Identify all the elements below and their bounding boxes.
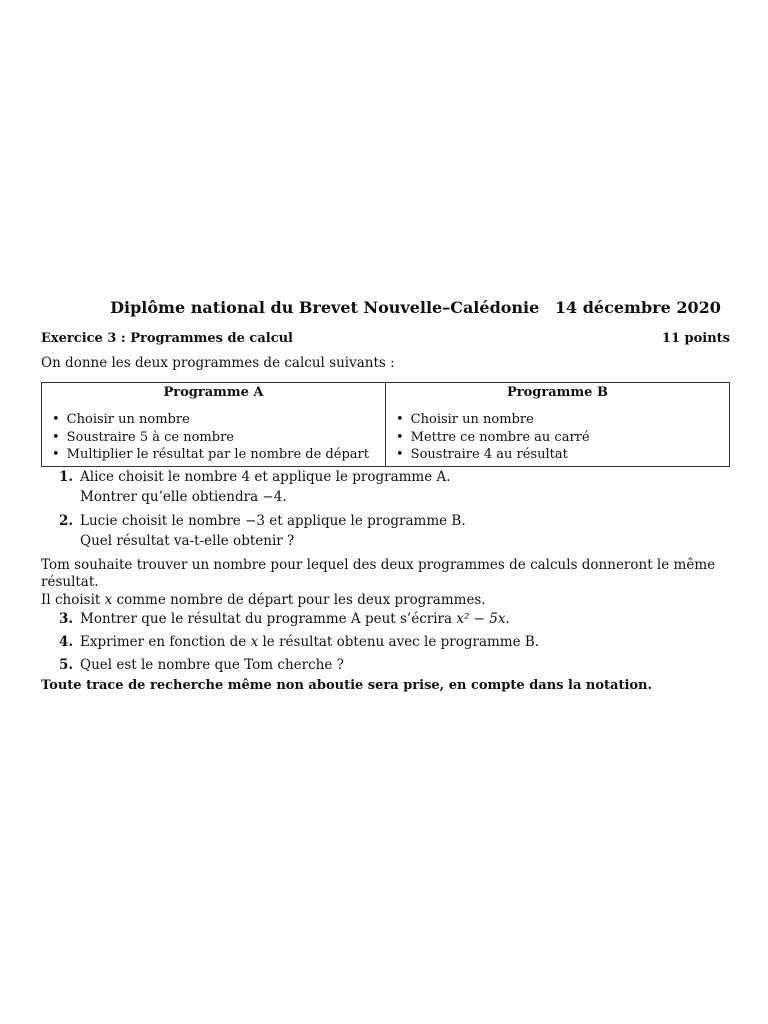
exercise-points: 11 points [661, 331, 730, 346]
title-exam: Diplôme national du Brevet Nouvelle–Calédonie [110, 298, 540, 317]
question-number: 1. [59, 468, 74, 485]
math-variable: x [104, 591, 113, 608]
questions-part2 [41, 609, 730, 675]
programs-table [41, 382, 730, 467]
question-text: Exprimer en fonction de [80, 634, 251, 650]
math-variable: x [250, 634, 259, 650]
question-text: Quel est le nombre que Tom cherche ? [80, 657, 344, 673]
exercise-intro: On donne les deux programmes de calcul suivants : [41, 355, 395, 371]
program-a-steps [42, 411, 386, 466]
program-a-step: • Soustraire 5 à ce nombre [52, 429, 385, 447]
program-b-header: Programme B [386, 383, 730, 412]
grading-note: Toute trace de recherche même non aboutie sera prise, en compte dans la notation. [41, 678, 653, 693]
program-a-step: • Multiplier le résultat par le nombre de départ [52, 446, 385, 464]
program-b-step: • Mettre ce nombre au carré [396, 429, 729, 447]
question-item: 3. Montrer que le résultat du programme A peut s’écrira x² − 5x. [59, 611, 510, 627]
program-a-header: Programme A [42, 383, 386, 412]
paragraph-line: Il choisit x comme nombre de départ pour les deux programmes. [41, 591, 486, 608]
document-page [41, 298, 730, 693]
question-number: 2. [59, 512, 74, 529]
program-b-step: • Soustraire 4 au résultat [396, 446, 729, 464]
question-text: Montrer qu’elle obtiendra −4. [80, 488, 287, 505]
context-paragraph [41, 557, 730, 610]
exercise-title: Exercice 3 : Programmes de calcul [41, 331, 293, 346]
program-b-step: • Choisir un nombre [396, 411, 729, 429]
question-item [41, 655, 730, 675]
question-item [41, 467, 730, 507]
questions-part1 [41, 467, 730, 551]
question-number: 4. [59, 634, 74, 650]
title-date: 14 décembre 2020 [554, 298, 721, 317]
program-a-step: • Choisir un nombre [52, 411, 385, 429]
page-title [41, 298, 730, 317]
question-number: 5. [59, 657, 74, 673]
question-item [41, 511, 730, 551]
program-b-steps [386, 411, 730, 466]
question-text: Alice choisit le nombre 4 et applique le programme A. [80, 468, 451, 485]
question-text: Montrer que le résultat du programme A peut s’écrira [80, 611, 457, 627]
question-number: 3. [59, 611, 74, 627]
exercise-header [41, 331, 730, 346]
question-text: Quel résultat va-t-elle obtenir ? [80, 532, 295, 549]
paragraph-line: Tom souhaite trouver un nombre pour lequel des deux programmes de calculs donneront le même résultat. [41, 556, 716, 590]
math-expression: x² − 5x [456, 611, 506, 627]
question-text: Lucie choisit le nombre −3 et applique le programme B. [80, 512, 466, 529]
question-item: 4. Exprimer en fonction de x le résultat obtenu avec le programme B. [59, 634, 540, 650]
